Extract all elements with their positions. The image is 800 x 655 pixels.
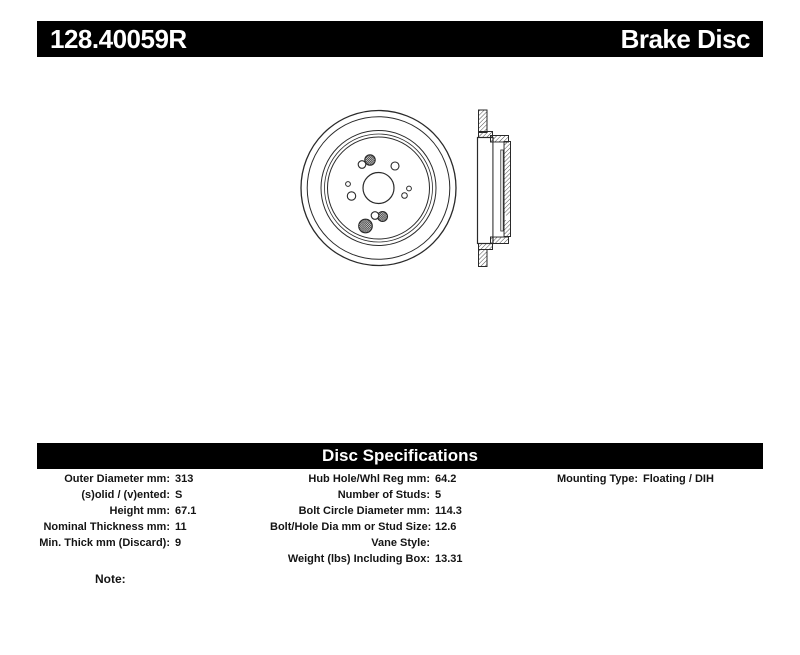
product-type-title: Brake Disc: [620, 23, 750, 54]
spec-row-nominal-thickness: Nominal Thickness mm: 11: [43, 521, 187, 533]
spec-row-min-thickness: Min. Thick mm (Discard): 9: [39, 537, 182, 549]
spec-row-mounting-type: Mounting Type: Floating / DIH: [556, 473, 714, 485]
spec-row-solid-vented: (s)olid / (v)ented: S: [81, 489, 183, 501]
small-hole: [407, 186, 412, 191]
spec-row-vane-style: Vane Style:: [371, 537, 430, 549]
spec-title: Disc Specifications: [322, 446, 478, 465]
small-hole: [402, 193, 408, 199]
spec-row-bolt-circle-diameter: Bolt Circle Diameter mm: 114.3: [298, 505, 462, 517]
stud-hole-plain: [391, 162, 399, 170]
spec-column-left: [30, 471, 196, 551]
section-bottom-step: [491, 237, 509, 244]
note-label: Note:: [95, 572, 126, 586]
stud-hole-plain: [371, 212, 379, 220]
brake-disc-front-view: [301, 111, 456, 266]
spec-row-outer-diameter: Outer Diameter mm: 313: [64, 473, 194, 485]
spec-row-bolt-hole-dia: Bolt/Hole Dia mm or Stud Size: 12.6: [270, 521, 457, 533]
spec-row-height: Height mm: 67.1: [109, 505, 197, 517]
part-number: 128.40059R: [50, 23, 187, 54]
spec-row-hub-hole: Hub Hole/Whl Reg mm: 64.2: [308, 473, 457, 485]
spec-row-number-of-studs: Number of Studs: 5: [337, 489, 442, 501]
spec-title-bar: [37, 443, 763, 469]
small-hole: [346, 182, 351, 187]
spec-column-right: [528, 471, 714, 487]
stud-hole-plain: [347, 192, 355, 200]
section-bottom-flange: [479, 250, 488, 267]
stud-hole-hatched-bottom-left: [359, 219, 373, 233]
section-mounting-face: [504, 142, 511, 237]
spec-row-weight: Weight (lbs) Including Box: 13.31: [287, 553, 463, 565]
section-bottom-wall: [479, 244, 493, 250]
stud-hole-plain: [358, 161, 366, 169]
stud-hole-hatched-top: [365, 155, 375, 165]
header-bar: [37, 21, 763, 57]
brake-disc-technical-drawing: [280, 95, 525, 280]
section-top-flange: [479, 110, 488, 133]
spec-column-middle: [270, 471, 463, 567]
brake-disc-side-view: [478, 110, 511, 267]
